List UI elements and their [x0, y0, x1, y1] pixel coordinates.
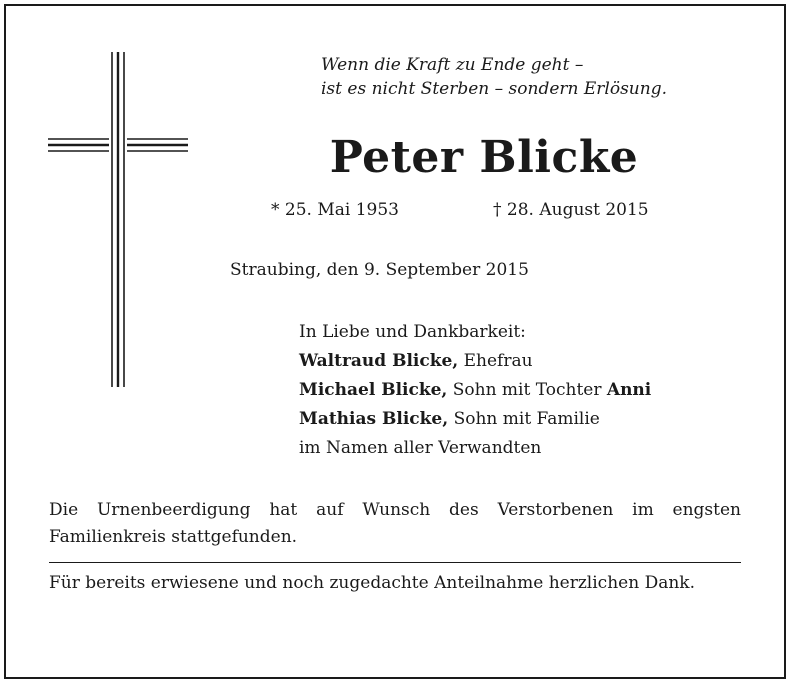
member-relation: Ehefrau — [458, 351, 533, 371]
member-name: Michael Blicke, — [299, 380, 448, 400]
family-member — [299, 405, 651, 434]
burial-notice: Die Urnenbeerdigung hat auf Wunsch des Verstorbenen im engsten Familienkreis stattgefunden. — [49, 500, 741, 547]
death-date: † 28. August 2015 — [493, 200, 649, 220]
family-block — [299, 318, 651, 463]
motto — [321, 53, 667, 101]
member-extra: Anni — [606, 380, 652, 400]
member-relation: Sohn mit Tochter — [447, 380, 607, 400]
divider — [49, 562, 741, 563]
family-member — [299, 376, 651, 405]
member-name: Waltraud Blicke, — [299, 351, 459, 371]
cross-icon — [48, 52, 188, 387]
motto-line-1: Wenn die Kraft zu Ende geht – — [321, 55, 584, 75]
deceased-name: Peter Blicke — [329, 132, 639, 183]
place-date: Straubing, den 9. September 2015 — [230, 260, 529, 280]
family-closing: im Namen aller Verwandten — [299, 438, 542, 458]
thanks-text: Für bereits erwiesene und noch zugedachte Anteilnahme herzlichen Dank. — [49, 573, 695, 593]
motto-line-2: ist es nicht Sterben – sondern Erlösung. — [321, 79, 667, 99]
member-name: Mathias Blicke, — [299, 409, 449, 429]
family-intro: In Liebe und Dankbarkeit: — [299, 322, 526, 342]
family-member — [299, 347, 651, 376]
birth-date: * 25. Mai 1953 — [271, 200, 399, 220]
member-relation: Sohn mit Familie — [448, 409, 600, 429]
